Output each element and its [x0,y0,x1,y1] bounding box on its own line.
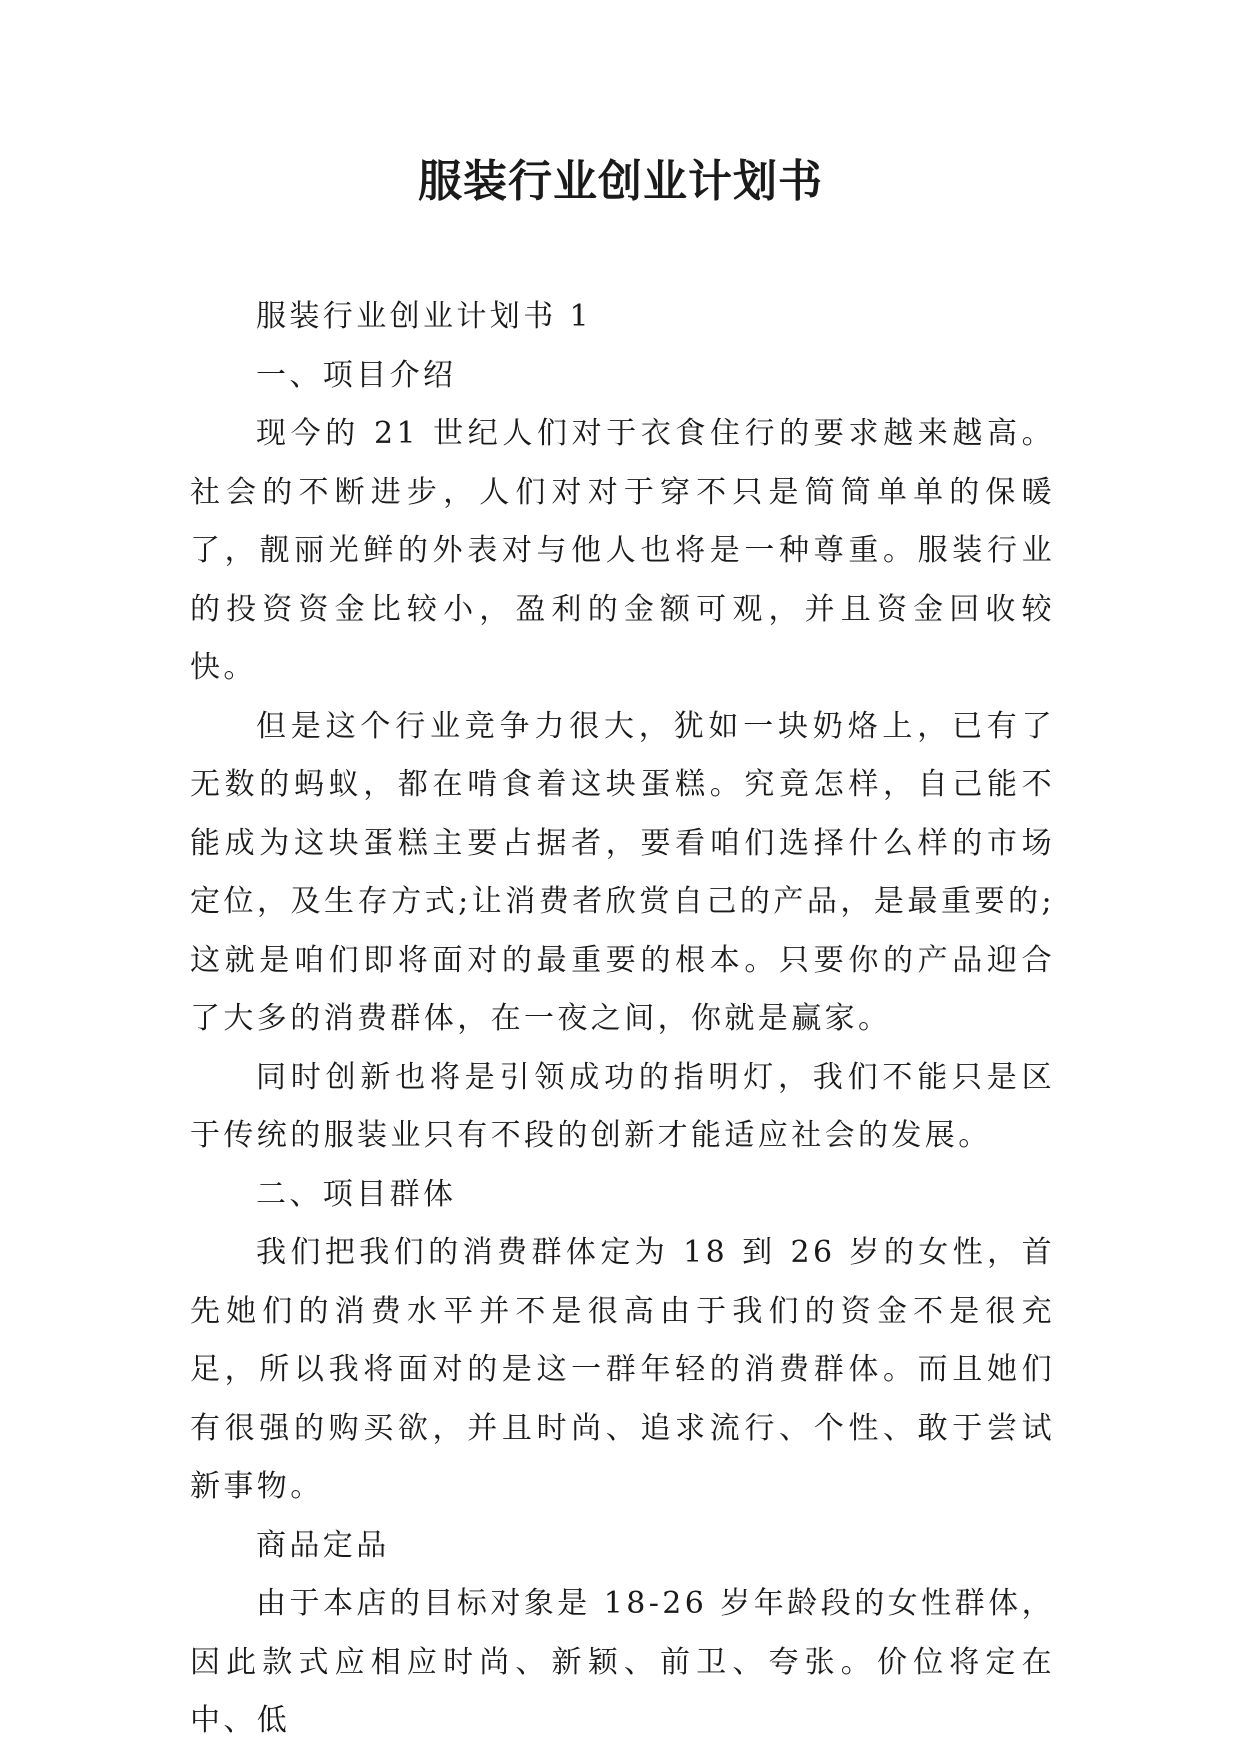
paragraph-subtitle: 服装行业创业计划书 1 [256,299,593,334]
paragraph: 但是这个行业竞争力很大，犹如一块奶烙上，已有了无数的蚂蚁，都在啃食着这块蛋糕。究竟怎样，自己能不能成为这块蛋糕主要占据者，要看咱们选择什么样的市场定位，及生存方式;让消费者欣赏自己的产品，是最重要的;这就是咱们即将面对的最重要的根本。只要你的产品迎合了大多的消费群体，在一夜之间，你就是赢家。 [190,708,1055,1036]
section-heading-product-positioning: 商品定品 [256,1527,390,1563]
paragraph: 我们把我们的消费群体定为 18 到 26 岁的女性，首先她们的消费水平并不是很高由于我们的资金不是很充足，所以我将面对的是这一群年轻的消费群体。而且她们有很强的购买欲，并且时尚、追求流行、个性、敢于尝试新事物。 [190,1235,1055,1504]
document-body [190,288,1055,1751]
document-title: 服装行业创业计划书 [418,156,823,207]
section-heading-project-intro: 一、项目介绍 [256,357,457,393]
paragraph: 同时创新也将是引领成功的指明灯，我们不能只是区于传统的服装业只有不段的创新才能适应社会的发展。 [190,1059,1055,1153]
section-heading-target-group: 二、项目群体 [256,1176,457,1212]
paragraph: 现今的 21 世纪人们对于衣食住行的要求越来越高。社会的不断进步，人们对对于穿不只是简简单单的保暖了，靓丽光鲜的外表对与他人也将是一种尊重。服装行业的投资资金比较小，盈利的金额可观，并且资金回收较快。 [190,416,1055,685]
paragraph: 由于本店的目标对象是 18-26 岁年龄段的女性群体，因此款式应相应时尚、新颖、前卫、夸张。价位将定在中、低 [190,1586,1055,1738]
